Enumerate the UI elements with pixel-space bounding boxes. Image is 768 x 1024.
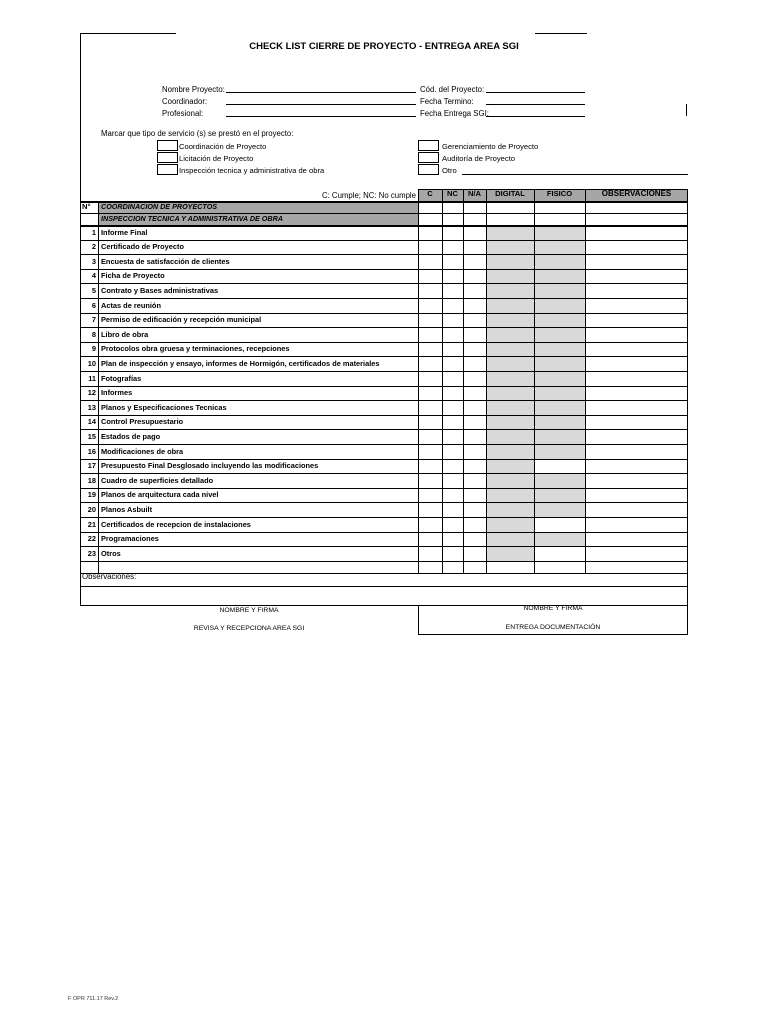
field-label-cod-proyecto: Cód. del Proyecto:	[420, 85, 485, 94]
otro-servicio-input[interactable]	[462, 174, 688, 175]
cell-nc[interactable]	[442, 532, 463, 547]
cell-fisico[interactable]	[534, 517, 585, 532]
row-line	[80, 327, 688, 328]
cell-nc[interactable]	[442, 342, 463, 357]
row-label: Planos de arquitectura cada nivel	[101, 490, 219, 500]
top-border-left	[80, 33, 176, 34]
cell-nc[interactable]	[442, 283, 463, 298]
cell-na[interactable]	[463, 415, 486, 430]
row-line	[80, 473, 688, 474]
cell-digital[interactable]	[486, 415, 534, 430]
cell-c[interactable]	[418, 517, 442, 532]
cell-obs[interactable]	[585, 225, 688, 240]
row-line	[80, 400, 688, 401]
cell-digital[interactable]	[486, 240, 534, 255]
fecha-termino-input[interactable]	[486, 104, 585, 105]
row-number: 8	[91, 329, 96, 339]
row-line	[80, 356, 688, 357]
row-line	[80, 313, 688, 314]
cell-obs[interactable]	[585, 502, 688, 517]
cell-fisico[interactable]	[534, 444, 585, 459]
signature-bottom	[418, 634, 688, 635]
cell-obs[interactable]	[585, 283, 688, 298]
cell-digital[interactable]	[486, 298, 534, 313]
cell-na[interactable]	[463, 254, 486, 269]
row-line	[80, 561, 688, 562]
row-label: Presupuesto Final Desglosado incluyendo las modificaciones	[101, 461, 319, 471]
cell-digital[interactable]	[486, 488, 534, 503]
fecha-entrega-input[interactable]	[486, 116, 585, 117]
row-number: 20	[87, 504, 96, 514]
cell-c[interactable]	[418, 371, 442, 386]
observaciones-right-border	[687, 565, 688, 605]
column-line	[463, 189, 464, 573]
legend-text: C: Cumple; NC: No cumple	[321, 191, 416, 200]
row-label: Contrato y Bases administrativas	[101, 285, 219, 295]
cell-na[interactable]	[463, 444, 486, 459]
row-label: Encuesta de satisfacción de clientes	[101, 256, 230, 266]
service-label-coordinacion: Coordinación de Proyecto	[179, 142, 267, 151]
column-line	[534, 189, 535, 573]
header-bottom-line	[80, 201, 688, 203]
row-label: Informe Final	[101, 227, 148, 237]
signature-left-role: REVISA Y RECEPCIONA AREA SGI	[193, 625, 305, 632]
section-line	[80, 213, 688, 214]
cell-nc[interactable]	[442, 459, 463, 474]
service-label-licitacion: Licitación de Proyecto	[179, 154, 254, 163]
cell-obs[interactable]	[585, 429, 688, 444]
cell-c[interactable]	[418, 473, 442, 488]
cell-nc[interactable]	[442, 313, 463, 328]
row-number: 16	[87, 446, 96, 456]
cell-na[interactable]	[463, 400, 486, 415]
cell-nc[interactable]	[442, 254, 463, 269]
cell-fisico[interactable]	[534, 269, 585, 284]
field-label-profesional: Profesional:	[162, 109, 204, 118]
column-line	[418, 189, 419, 573]
cell-nc[interactable]	[442, 488, 463, 503]
signature-right-name: NOMBRE Y FIRMA	[523, 605, 583, 612]
row-label: Planos y Especificaciones Tecnicas	[101, 402, 227, 412]
cell-digital[interactable]	[486, 254, 534, 269]
cell-nc[interactable]	[442, 371, 463, 386]
cell-c[interactable]	[418, 327, 442, 342]
cell-nc[interactable]	[442, 517, 463, 532]
cell-digital[interactable]	[486, 283, 534, 298]
cell-nc[interactable]	[442, 400, 463, 415]
cell-c[interactable]	[418, 269, 442, 284]
row-label: Certificados de recepcion de instalaciones	[101, 519, 251, 529]
cell-obs[interactable]	[585, 342, 688, 357]
cell-c[interactable]	[418, 342, 442, 357]
cell-obs[interactable]	[585, 459, 688, 474]
field-label-coordinador: Coordinador:	[162, 97, 208, 106]
row-line	[80, 459, 688, 460]
cell-obs[interactable]	[585, 532, 688, 547]
cell-obs[interactable]	[585, 517, 688, 532]
row-label: Plan de inspección y ensayo, informes de Hormigón, certificados de materiales	[101, 358, 380, 368]
row-line	[80, 517, 688, 518]
column-header-c: C	[418, 189, 442, 201]
column-line	[486, 189, 487, 573]
row-number: 23	[87, 548, 96, 558]
row-line	[80, 254, 688, 255]
cell-nc[interactable]	[442, 415, 463, 430]
row-line	[80, 488, 688, 489]
cell-nc[interactable]	[442, 546, 463, 561]
checkbox-licitacion[interactable]	[157, 152, 178, 163]
row-number: 5	[91, 285, 96, 295]
cell-na[interactable]	[463, 240, 486, 255]
cell-na[interactable]	[463, 327, 486, 342]
cell-digital[interactable]	[486, 400, 534, 415]
cell-nc[interactable]	[442, 473, 463, 488]
cell-c[interactable]	[418, 546, 442, 561]
field-edge-mark	[686, 104, 687, 116]
row-label: Ficha de Proyecto	[101, 271, 165, 281]
number-column-line	[98, 201, 99, 573]
row-number: 1	[91, 227, 96, 237]
service-label-gerenciamiento: Gerenciamiento de Proyecto	[442, 142, 539, 151]
cell-na[interactable]	[463, 342, 486, 357]
column-header-nc: NC	[442, 189, 463, 201]
cell-fisico[interactable]	[534, 488, 585, 503]
cell-fisico[interactable]	[534, 502, 585, 517]
column-line	[585, 189, 586, 573]
cell-digital[interactable]	[486, 342, 534, 357]
cell-fisico[interactable]	[534, 356, 585, 371]
cell-fisico[interactable]	[534, 400, 585, 415]
row-label: Actas de reunión	[101, 300, 161, 310]
row-line	[80, 386, 688, 387]
cell-fisico[interactable]	[534, 371, 585, 386]
row-line	[80, 342, 688, 343]
signature-right-role: ENTREGA DOCUMENTACIÓN	[505, 624, 601, 631]
cell-nc[interactable]	[442, 240, 463, 255]
row-number: 10	[87, 358, 96, 368]
row-line	[80, 444, 688, 445]
header-top-line	[418, 189, 688, 190]
cell-c[interactable]	[418, 532, 442, 547]
cell-obs[interactable]	[585, 254, 688, 269]
cell-fisico[interactable]	[534, 225, 585, 240]
row-line	[80, 298, 688, 299]
number-column-header: N°	[82, 202, 91, 211]
row-line	[80, 429, 688, 430]
cell-obs[interactable]	[585, 269, 688, 284]
cell-na[interactable]	[463, 269, 486, 284]
observaciones-divider	[80, 586, 688, 587]
service-label-auditoria: Auditoría de Proyecto	[442, 154, 516, 163]
cell-obs[interactable]	[585, 488, 688, 503]
row-label: Libro de obra	[101, 329, 149, 339]
cell-na[interactable]	[463, 283, 486, 298]
checklist-form	[80, 0, 688, 640]
cell-obs[interactable]	[585, 371, 688, 386]
field-label-fecha-termino: Fecha Termino:	[420, 97, 474, 106]
cell-nc[interactable]	[442, 429, 463, 444]
cell-na[interactable]	[463, 298, 486, 313]
cell-c[interactable]	[418, 254, 442, 269]
cell-nc[interactable]	[442, 444, 463, 459]
cell-fisico[interactable]	[534, 342, 585, 357]
row-number: 14	[87, 417, 96, 427]
cell-obs[interactable]	[585, 444, 688, 459]
checkbox-auditoria[interactable]	[418, 152, 439, 163]
row-line	[80, 415, 688, 416]
column-line	[442, 189, 443, 573]
cell-digital[interactable]	[486, 429, 534, 444]
column-header-fisico: FISICO	[534, 189, 585, 201]
cell-fisico[interactable]	[534, 415, 585, 430]
cell-fisico[interactable]	[534, 429, 585, 444]
cell-obs[interactable]	[585, 386, 688, 401]
row-number: 19	[87, 490, 96, 500]
section-coordinacion-label: COORDINACION DE PROYECTOS	[101, 202, 218, 211]
row-label: Informes	[101, 388, 133, 398]
cell-nc[interactable]	[442, 269, 463, 284]
cell-fisico[interactable]	[534, 459, 585, 474]
row-line	[80, 269, 688, 270]
row-label: Modificaciones de obra	[101, 446, 184, 456]
row-number: 11	[88, 373, 96, 383]
cell-obs[interactable]	[585, 400, 688, 415]
cell-nc[interactable]	[442, 298, 463, 313]
service-label-otro: Otro	[442, 166, 457, 175]
observaciones-label: Observaciones:	[82, 572, 137, 581]
row-label: Certificado de Proyecto	[101, 242, 184, 252]
cell-digital[interactable]	[486, 225, 534, 240]
service-prompt: Marcar que tipo de servicio (s) se prestó en el proyecto:	[101, 129, 294, 138]
row-number: 18	[87, 475, 96, 485]
cell-c[interactable]	[418, 386, 442, 401]
cell-obs[interactable]	[585, 298, 688, 313]
cell-obs[interactable]	[585, 415, 688, 430]
cell-fisico[interactable]	[534, 546, 585, 561]
cell-na[interactable]	[463, 386, 486, 401]
cell-obs[interactable]	[585, 473, 688, 488]
cell-fisico[interactable]	[534, 283, 585, 298]
row-number: 21	[87, 519, 96, 529]
cell-digital[interactable]	[486, 517, 534, 532]
cell-c[interactable]	[418, 240, 442, 255]
rows-top-line	[80, 225, 688, 227]
cell-c[interactable]	[418, 444, 442, 459]
row-number: 9	[91, 344, 96, 354]
cell-na[interactable]	[463, 429, 486, 444]
cell-c[interactable]	[418, 502, 442, 517]
cell-obs[interactable]	[585, 240, 688, 255]
cell-digital[interactable]	[486, 532, 534, 547]
field-label-nombre-proyecto: Nombre Proyecto:	[162, 85, 225, 94]
row-line	[80, 532, 688, 533]
checkbox-coordinacion[interactable]	[157, 140, 178, 151]
row-label: Cuadro de superficies detallado	[101, 475, 214, 485]
coordinador-input[interactable]	[226, 104, 416, 105]
cell-c[interactable]	[418, 298, 442, 313]
cell-c[interactable]	[418, 429, 442, 444]
cell-na[interactable]	[463, 546, 486, 561]
cell-nc[interactable]	[442, 327, 463, 342]
cell-c[interactable]	[418, 459, 442, 474]
cell-na[interactable]	[463, 459, 486, 474]
cell-na[interactable]	[463, 225, 486, 240]
table-right-line	[687, 189, 688, 573]
column-header-observaciones: OBSERVACIONES	[585, 189, 688, 201]
row-number: 3	[91, 256, 96, 266]
cell-fisico[interactable]	[534, 254, 585, 269]
section-inspeccion-label: INSPECCION TECNICA Y ADMINISTRATIVA DE OBRA	[101, 214, 283, 223]
cell-digital[interactable]	[486, 327, 534, 342]
cell-obs[interactable]	[585, 356, 688, 371]
cell-c[interactable]	[418, 313, 442, 328]
cell-c[interactable]	[418, 488, 442, 503]
column-header-na: N/A	[463, 189, 486, 201]
cell-nc[interactable]	[442, 356, 463, 371]
cell-nc[interactable]	[442, 225, 463, 240]
row-label: Estados de pago	[101, 431, 161, 441]
row-number: 22	[87, 534, 96, 544]
cell-digital[interactable]	[486, 502, 534, 517]
cell-fisico[interactable]	[534, 298, 585, 313]
row-number: 4	[91, 271, 96, 281]
checkbox-gerenciamiento[interactable]	[418, 140, 439, 151]
cell-digital[interactable]	[486, 356, 534, 371]
cell-na[interactable]	[463, 488, 486, 503]
column-header-digital: DIGITAL	[486, 189, 534, 201]
form-code: F OPR 711.17 Rev.2	[68, 996, 119, 1002]
cell-obs[interactable]	[585, 313, 688, 328]
cell-na[interactable]	[463, 502, 486, 517]
cell-fisico[interactable]	[534, 313, 585, 328]
row-label: Fotografías	[101, 373, 142, 383]
cell-obs[interactable]	[585, 327, 688, 342]
row-label: Planos Asbuilt	[101, 504, 153, 514]
row-number: 12	[87, 388, 96, 398]
cell-obs[interactable]	[585, 546, 688, 561]
cell-c[interactable]	[418, 400, 442, 415]
cell-na[interactable]	[463, 517, 486, 532]
cell-fisico[interactable]	[534, 327, 585, 342]
cell-na[interactable]	[463, 356, 486, 371]
profesional-input[interactable]	[226, 116, 416, 117]
cell-fisico[interactable]	[534, 532, 585, 547]
signature-left-name: NOMBRE Y FIRMA	[219, 607, 279, 614]
row-line	[80, 371, 688, 372]
row-label: Control Presupuestario	[101, 417, 184, 427]
row-number: 17	[87, 461, 96, 471]
cell-digital[interactable]	[486, 386, 534, 401]
cell-c[interactable]	[418, 415, 442, 430]
cell-digital[interactable]	[486, 444, 534, 459]
cell-c[interactable]	[418, 283, 442, 298]
cell-digital[interactable]	[486, 473, 534, 488]
page-title: CHECK LIST CIERRE DE PROYECTO - ENTREGA AREA SGI	[249, 41, 519, 52]
row-label: Permiso de edificación y recepción municipal	[101, 315, 262, 325]
row-line	[80, 546, 688, 547]
cell-digital[interactable]	[486, 371, 534, 386]
row-label: Protocolos obra gruesa y terminaciones, recepciones	[101, 344, 290, 354]
cell-na[interactable]	[463, 473, 486, 488]
cod-proyecto-input[interactable]	[486, 92, 585, 93]
cell-digital[interactable]	[486, 269, 534, 284]
field-label-fecha-entrega: Fecha Entrega SGI:	[420, 109, 489, 118]
checkbox-inspeccion[interactable]	[157, 164, 178, 175]
nombre-proyecto-input[interactable]	[226, 92, 416, 93]
row-label: Programaciones	[101, 534, 159, 544]
table-bottom-line	[80, 573, 688, 574]
row-number: 2	[91, 242, 96, 252]
cell-na[interactable]	[463, 532, 486, 547]
cell-c[interactable]	[418, 356, 442, 371]
cell-na[interactable]	[463, 371, 486, 386]
cell-digital[interactable]	[486, 459, 534, 474]
row-number: 15	[87, 431, 96, 441]
cell-digital[interactable]	[486, 313, 534, 328]
row-line	[80, 502, 688, 503]
row-number: 7	[91, 315, 96, 325]
cell-nc[interactable]	[442, 502, 463, 517]
checkbox-otro[interactable]	[418, 164, 439, 175]
service-label-inspeccion: Inspección tecnica y administrativa de obra	[179, 166, 325, 175]
row-label: Otros	[101, 548, 121, 558]
cell-na[interactable]	[463, 313, 486, 328]
row-number: 6	[91, 300, 96, 310]
row-line	[80, 283, 688, 284]
cell-fisico[interactable]	[534, 473, 585, 488]
cell-fisico[interactable]	[534, 240, 585, 255]
cell-digital[interactable]	[486, 546, 534, 561]
row-number: 13	[87, 402, 96, 412]
top-border-right	[535, 33, 587, 34]
cell-fisico[interactable]	[534, 386, 585, 401]
cell-c[interactable]	[418, 225, 442, 240]
row-line	[80, 240, 688, 241]
cell-nc[interactable]	[442, 386, 463, 401]
